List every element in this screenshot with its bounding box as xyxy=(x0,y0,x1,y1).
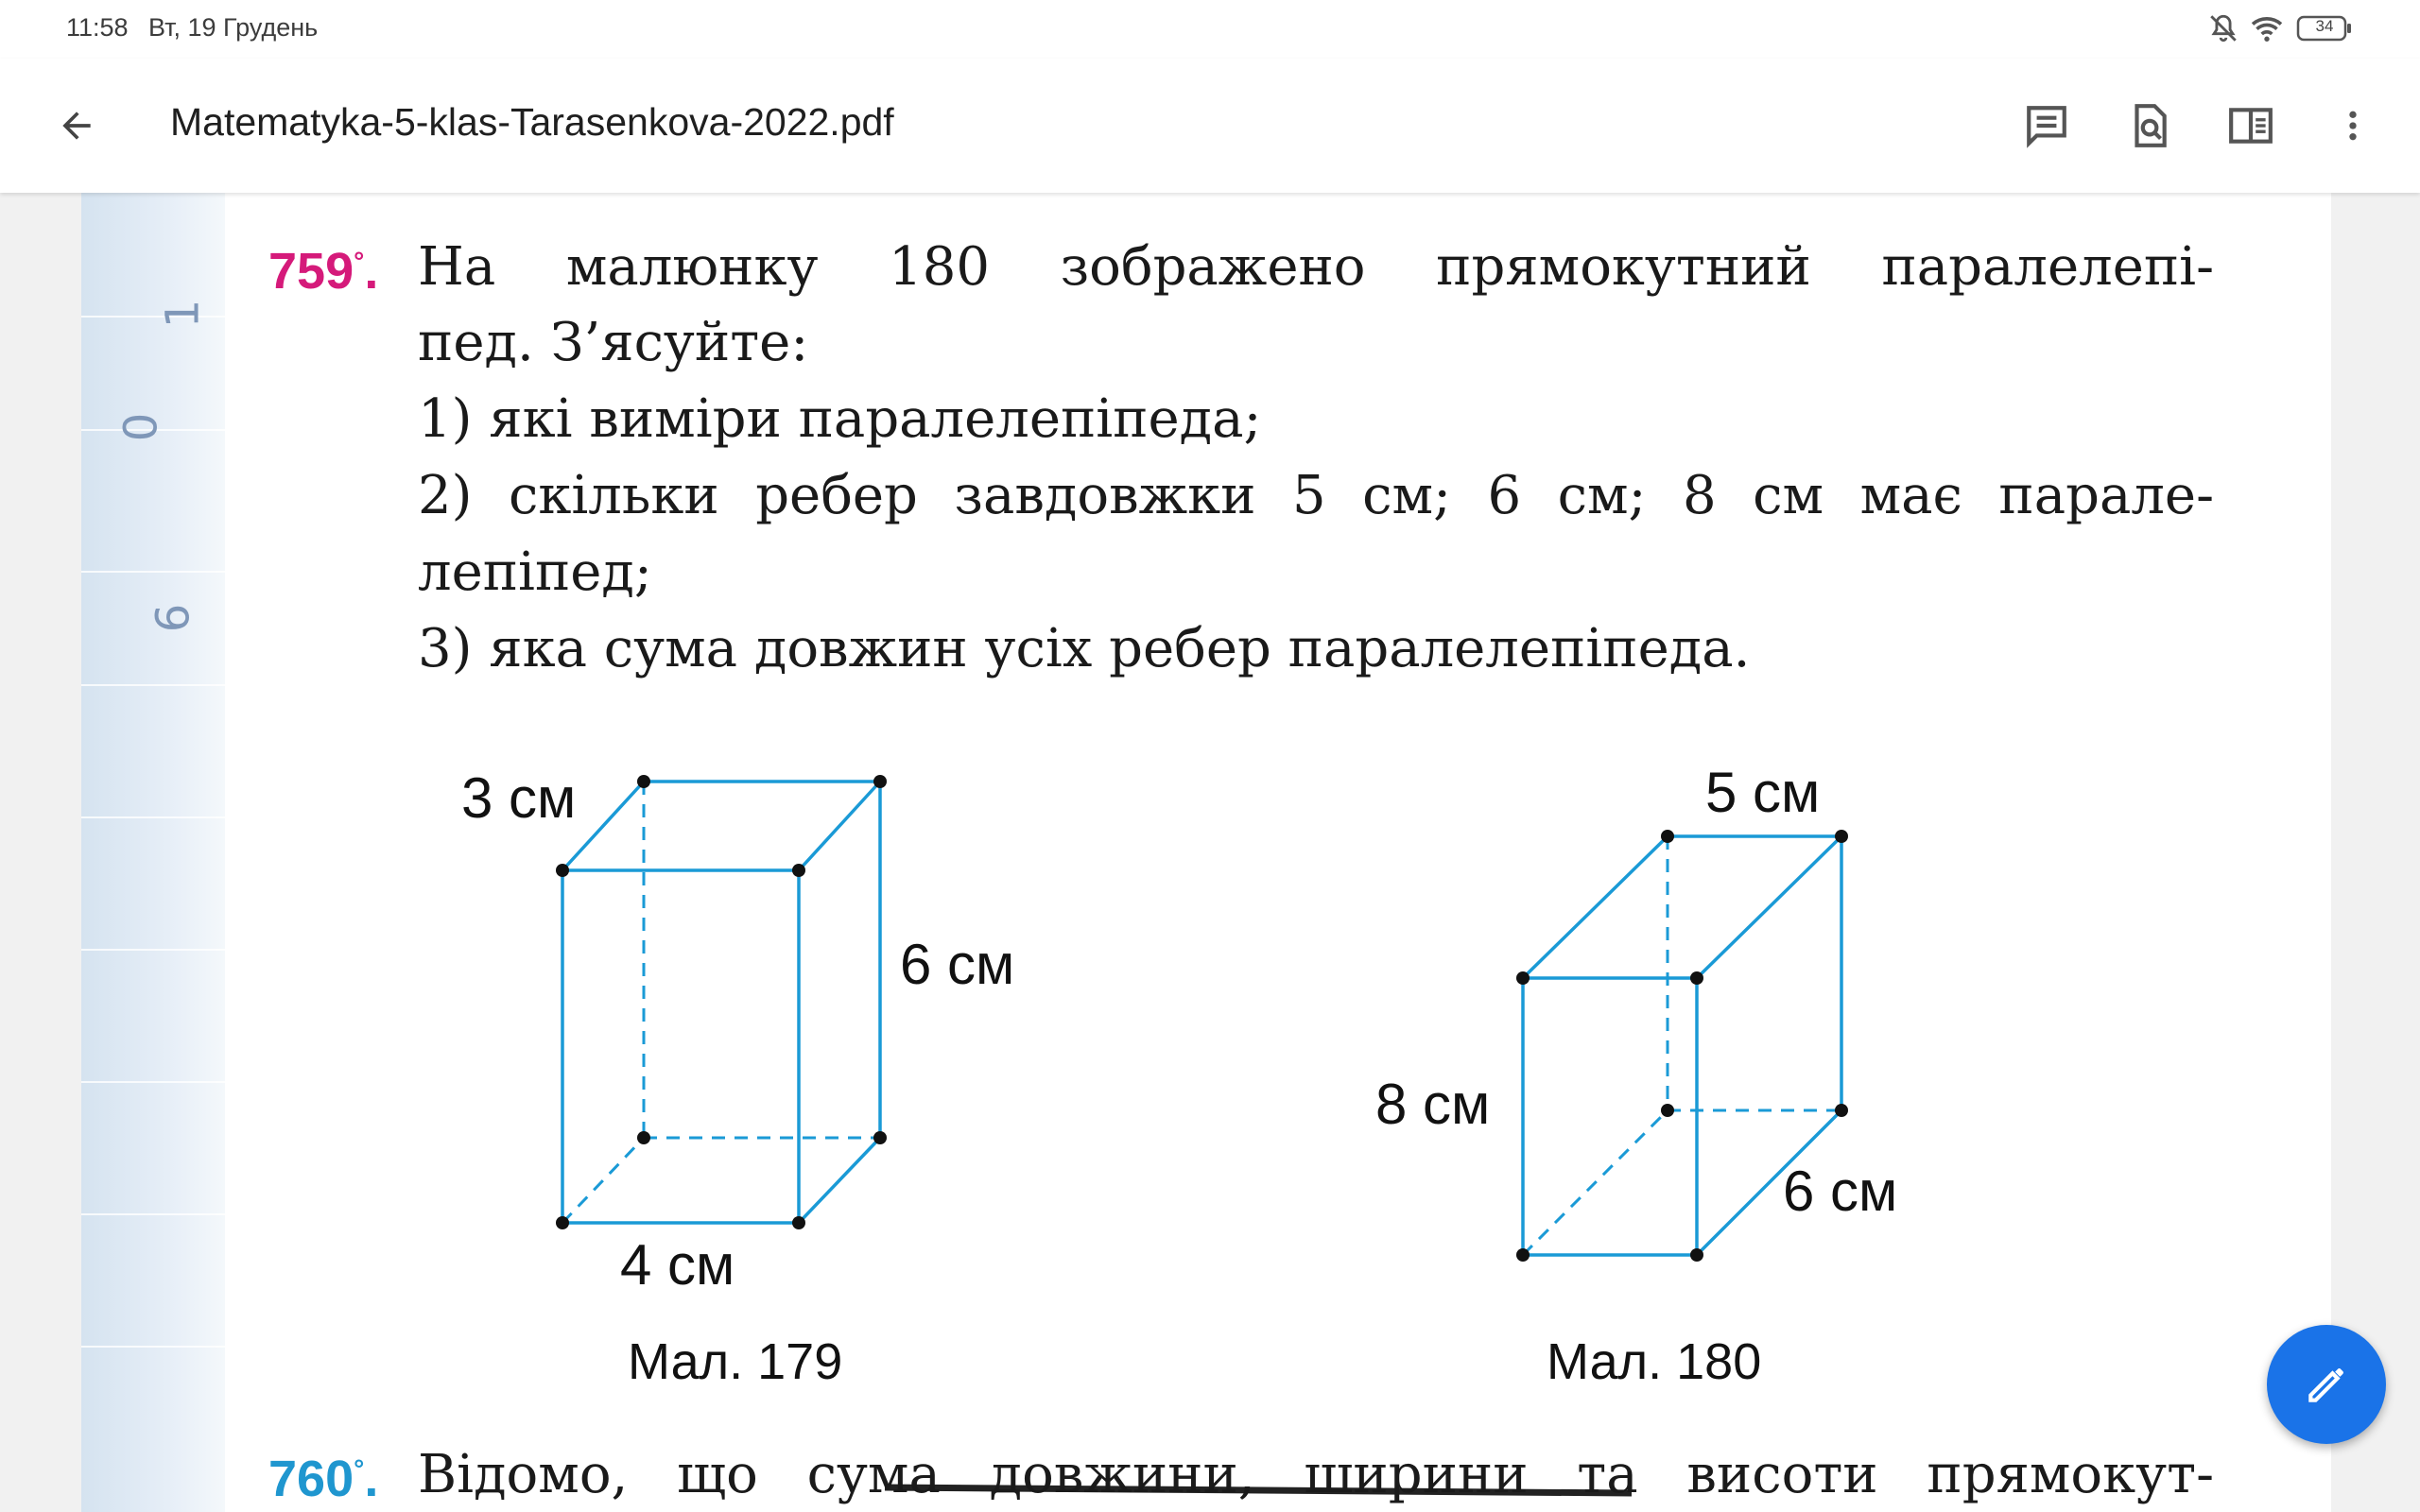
problem-text-line: пед. З’ясуйте: xyxy=(418,312,809,373)
degree-mark: ° xyxy=(354,247,365,276)
app-bar xyxy=(0,59,2420,193)
fig179-depth-label: 3 см xyxy=(461,766,577,830)
problem-number-value: 759 xyxy=(268,243,354,300)
pencil-edit-icon xyxy=(2303,1361,2350,1408)
pdf-viewer[interactable] xyxy=(0,193,2420,1512)
problem-text-line: 1) які виміри паралелепіпеда; xyxy=(418,388,1262,450)
find-in-document-button[interactable] xyxy=(2118,94,2180,157)
fig180-front-face xyxy=(1523,978,1697,1255)
fig179-width-label: 4 см xyxy=(620,1233,735,1297)
pdf-page[interactable] xyxy=(81,193,2331,1512)
edit-fab-button[interactable] xyxy=(2267,1325,2386,1444)
fig180-vertex xyxy=(1690,971,1703,985)
fig179-front-face xyxy=(562,870,799,1223)
side-glyph: 6 xyxy=(147,603,200,633)
fig180-vertex xyxy=(1516,971,1530,985)
problem-number-dot: . xyxy=(364,243,379,300)
figure-179-drawing xyxy=(562,782,880,1223)
fig179-vertex xyxy=(792,864,805,877)
fig180-vertex xyxy=(1661,1104,1674,1117)
back-button[interactable] xyxy=(45,94,108,157)
problem-text-line: 3) яка сума довжин усіх ребер паралелепіпеда. xyxy=(418,618,1751,679)
more-options-button[interactable] xyxy=(2322,94,2384,157)
problem-text-line: На малюнку 180 зображено прямокутний паралелепі- xyxy=(418,236,2214,298)
status-date: Вт, 19 Грудень xyxy=(148,13,319,42)
reading-mode-icon xyxy=(2227,102,2274,149)
fig180-vertex xyxy=(1516,1248,1530,1262)
status-bar xyxy=(0,0,2420,59)
fig179-vertex xyxy=(792,1216,805,1229)
fig180-vertex xyxy=(1690,1248,1703,1262)
fig179-edge xyxy=(799,1138,880,1223)
figure-179-vertices xyxy=(556,775,887,1229)
problem-text-line: 2) скільки ребер завдовжки 5 см; 6 см; 8 см має парале- xyxy=(418,465,2214,526)
fig180-edge xyxy=(1523,836,1668,978)
fig179-vertex xyxy=(637,1131,650,1144)
battery-level: 34 xyxy=(2315,17,2334,35)
fig180-width-label: 5 см xyxy=(1705,761,1821,824)
fig179-vertex xyxy=(873,1131,887,1144)
fig179-caption: Мал. 179 xyxy=(628,1333,843,1390)
fig180-hidden-edge xyxy=(1523,1110,1668,1255)
fig180-vertex xyxy=(1661,830,1674,843)
fig180-edge xyxy=(1697,836,1841,978)
search-document-icon xyxy=(2125,102,2172,149)
fig179-vertex xyxy=(556,864,569,877)
problem-text-line: лепіпед; xyxy=(418,541,652,603)
fig179-vertex xyxy=(637,775,650,788)
fig179-hidden-edge xyxy=(562,1138,644,1223)
status-icons xyxy=(2207,11,2359,45)
degree-mark: ° xyxy=(354,1454,365,1484)
fig179-vertex xyxy=(873,775,887,788)
comment-icon xyxy=(2023,102,2070,149)
more-vert-icon xyxy=(2334,102,2372,149)
wifi-icon xyxy=(2249,11,2285,45)
notifications-off-icon xyxy=(2207,11,2239,45)
problem-text-line: Відомо, що сума довжини, ширини та висоти прямокут- xyxy=(418,1444,2214,1505)
fig180-depth-label: 6 см xyxy=(1783,1160,1898,1223)
fig179-height-label: 6 см xyxy=(900,933,1015,996)
fig180-height-label: 8 см xyxy=(1375,1073,1491,1136)
problem-number-760 xyxy=(268,1450,378,1508)
parallelepiped-figures xyxy=(81,193,2331,1512)
comments-button[interactable] xyxy=(2015,94,2078,157)
document-title: Matematyka-5-klas-Tarasenkova-2022.pdf xyxy=(170,100,894,144)
reading-mode-button[interactable] xyxy=(2220,94,2282,157)
arrow-left-icon xyxy=(56,105,97,146)
fig179-edge xyxy=(799,782,880,870)
problem-number-dot: . xyxy=(364,1451,379,1507)
fig180-vertex xyxy=(1835,1104,1848,1117)
fig180-vertex xyxy=(1835,830,1848,843)
problem-number-value: 760 xyxy=(268,1451,354,1507)
fig179-vertex xyxy=(556,1216,569,1229)
status-time: 11:58 xyxy=(66,13,129,42)
fig180-caption: Мал. 180 xyxy=(1547,1333,1762,1390)
side-glyph: 1 xyxy=(156,299,210,329)
side-glyph: 0 xyxy=(114,412,168,442)
